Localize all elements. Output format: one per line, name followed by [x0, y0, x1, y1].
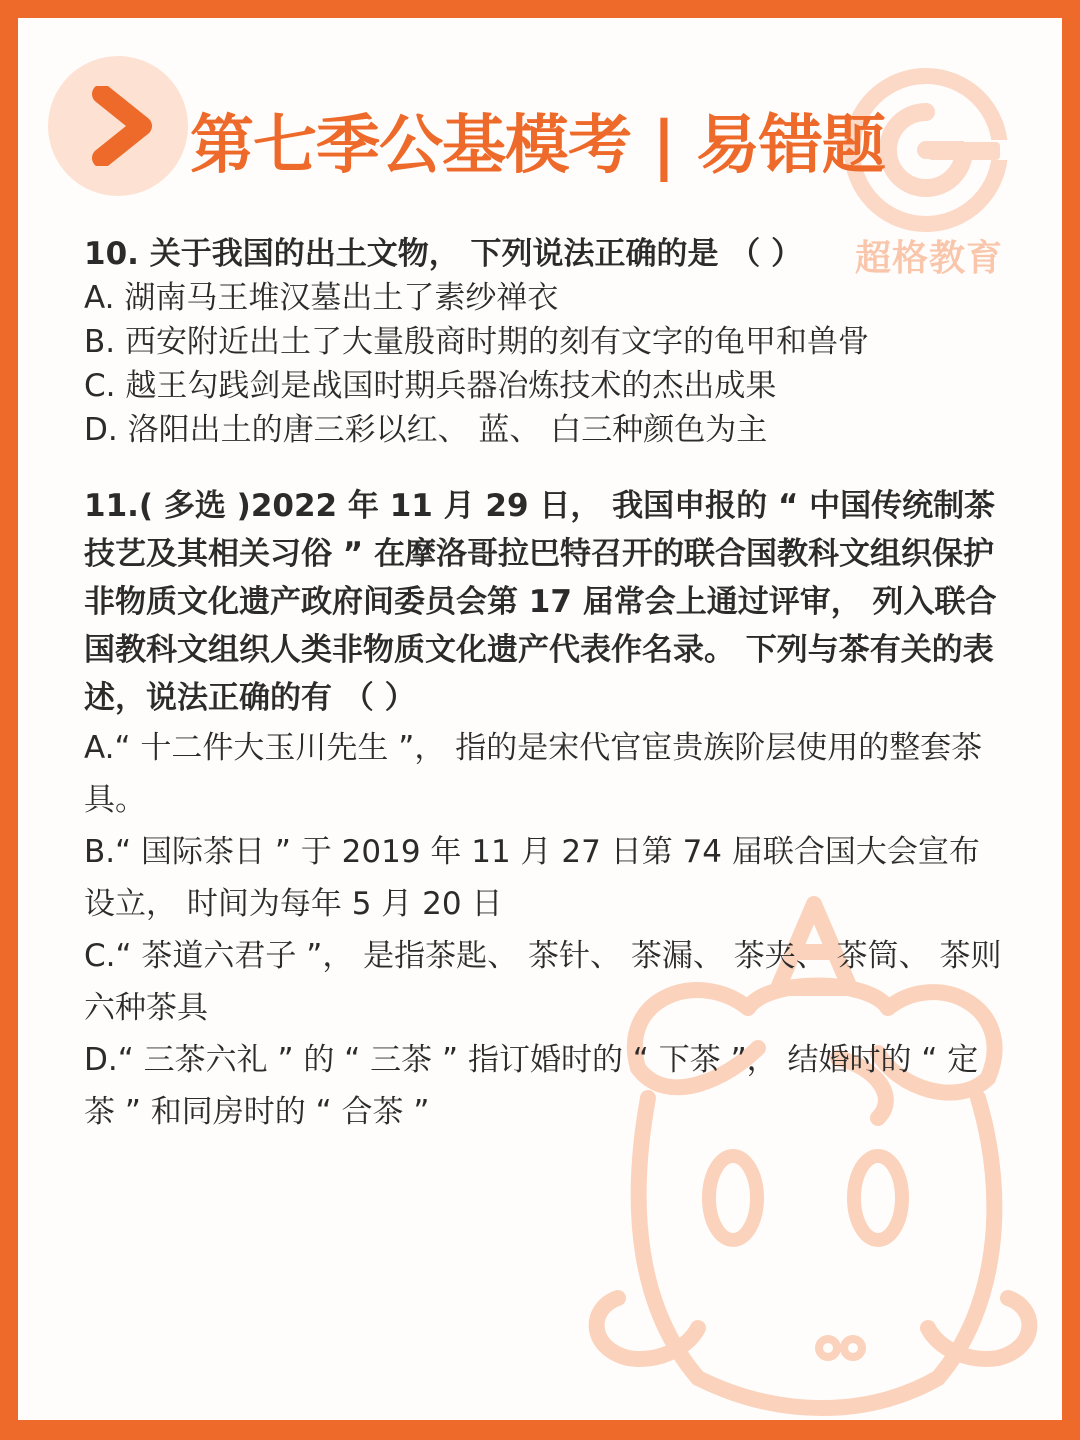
question-11: [84, 482, 1004, 1138]
option-d: D.“ 三茶六礼 ” 的 “ 三茶 ” 指订婚时的 “ 下茶 ”， 结婚时的 “ 定茶 ” 和同房时的 “ 合茶 ”: [84, 1042, 979, 1130]
option-d: D. 洛阳出土的唐三彩以红、 蓝、 白三种颜色为主: [84, 412, 768, 448]
header-badge: [48, 56, 188, 196]
option-b: B.“ 国际茶日 ” 于 2019 年 11 月 27 日第 74 届联合国大会宣布设立， 时间为每年 5 月 20 日: [84, 834, 980, 922]
question-10: [84, 232, 1004, 452]
page-title: 第七季公基模考 | 易错题: [190, 109, 885, 183]
option-a: A.“ 十二件大玉川先生 ”， 指的是宋代官宦贵族阶层使用的整套茶具。: [84, 730, 983, 818]
option-b: B. 西安附近出土了大量殷商时期的刻有文字的龟甲和兽骨: [84, 324, 869, 360]
question-stem: 11.( 多选 )2022 年 11 月 29 日， 我国申报的 “ 中国传统制茶技艺及其相关习俗 ” 在摩洛哥拉巴特召开的联合国教科文组织保护非物质文化遗产政府间委员会第 17 届常会上通过评审， 列入联合国教科文组织人类非物质文化遗产代表作名录。 下列与茶有关的表述，说法正确的有 （ ）: [84, 488, 997, 716]
chevron-right-icon: [88, 86, 158, 166]
option-a: A. 湖南马王堆汉墓出土了素纱禅衣: [84, 280, 559, 316]
question-list: [84, 232, 1004, 1138]
brand-name: 超格教育: [854, 238, 1003, 279]
question-stem: 10. 关于我国的出土文物， 下列说法正确的是 （ ）: [84, 236, 803, 272]
option-c: C.“ 茶道六君子 ”， 是指茶匙、 茶针、 茶漏、 茶夹、 茶筒、 茶则六种茶具: [84, 938, 1002, 1026]
option-c: C. 越王勾践剑是战国时期兵器冶炼技术的杰出成果: [84, 368, 777, 404]
